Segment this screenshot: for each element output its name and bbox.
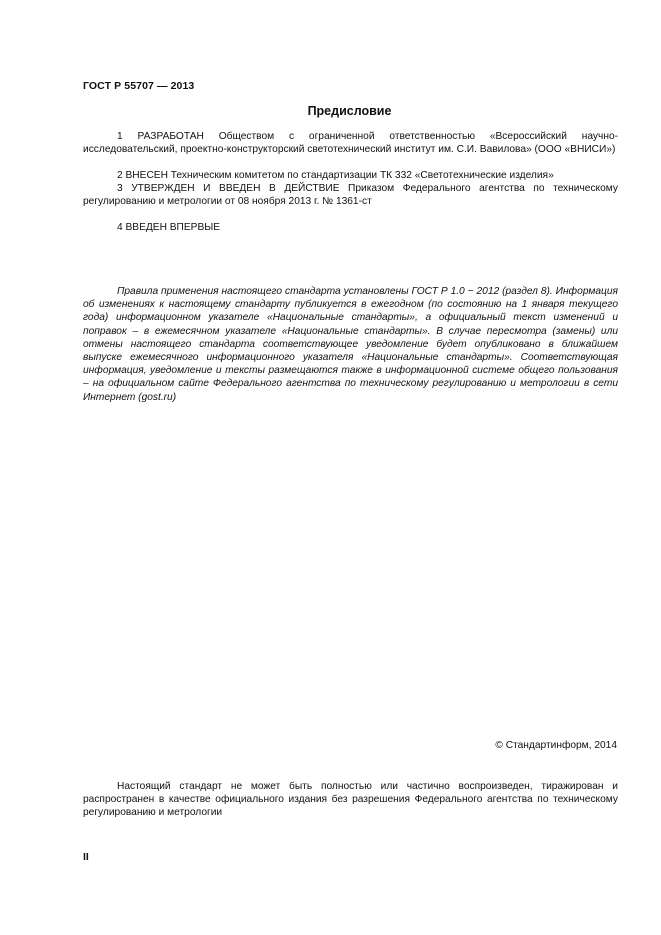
standard-code: ГОСТ Р 55707 — 2013 — [83, 80, 195, 92]
paragraph-developed-by: 1 РАЗРАБОТАН Обществом с ограниченной ответственностью «Всероссийский научно-исследовательский, проектно-конструкторский светотехнический институт им. С.И. Вавилова» (ООО «ВНИСИ») — [83, 131, 618, 155]
paragraph-approved: 3 УТВЕРЖДЕН И ВВЕДЕН В ДЕЙСТВИЕ Приказом Федерального агентства по техническому регулированию и метрологии от 08 ноября 2013 г. № 1361-ст — [83, 183, 618, 207]
copyright-notice: © Стандартинформ, 2014 — [495, 740, 617, 751]
reproduction-notice: Настоящий стандарт не может быть полностью или частично воспроизведен, тиражирован и распространен в качестве официального издания без разрешения Федерального агентства по техническому регулированию и метрологии — [83, 781, 618, 818]
page-number: II — [83, 851, 89, 863]
paragraph-introduced-by: 2 ВНЕСЕН Техническим комитетом по стандартизации ТК 332 «Светотехнические изделия» — [117, 170, 554, 181]
page-title: Предисловие — [307, 104, 392, 118]
paragraph-first-introduced: 4 ВВЕДЕН ВПЕРВЫЕ — [117, 222, 221, 233]
application-rules-text: Правила применения настоящего стандарта установлены ГОСТ Р 1.0 − 2012 (раздел 8). Информация об изменениях к настоящему стандарту публикуется в ежегодном (по состоянию на 1 января текущего года) информационном указателе «Национальные стандарты», а официальный текст изменений и поправок – в ежемесячном указателе «Национальные стандарты». В случае пересмотра (замены) или отмены настоящего стандарта соответствующее уведомление будет опубликовано в ближайшем выпуске ежемесячного информационного указателя «Национальные стандарты». Соответствующая информация, уведомление и тексты размещаются также в информационной системе общего пользования – на официальном сайте Федерального агентства по техническому регулированию и метрологии в сети Интернет (gost.ru) — [83, 286, 618, 403]
